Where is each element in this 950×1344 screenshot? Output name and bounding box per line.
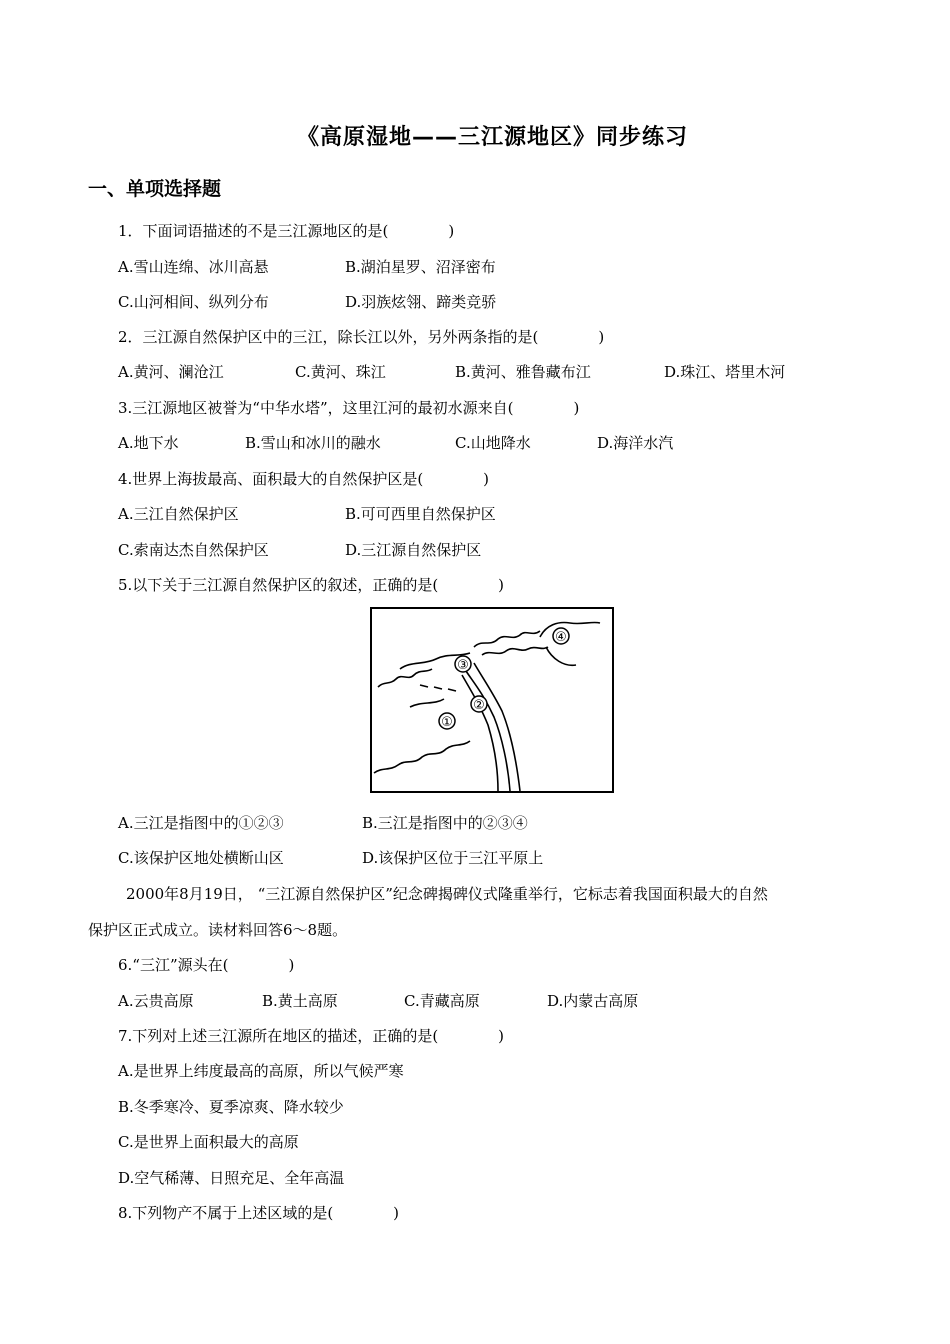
- material-line-2: 保护区正式成立。读材料回答6～8题。: [88, 921, 348, 939]
- question-5-options-row-2: [0, 848, 950, 868]
- question-6-options-row: [0, 991, 950, 1011]
- material-line-1: 2000年8月19日， “三江源自然保护区”纪念碑揭碑仪式隆重举行，它标志着我国面积最大的自然: [126, 885, 768, 903]
- question-3-stem: 3.三江源地区被誉为“中华水塔”，这里江河的最初水源来自( ): [118, 399, 580, 417]
- map-label-4: ④: [555, 630, 567, 645]
- q6-option-d: D.内蒙古高原: [547, 992, 639, 1010]
- q2-option-c: C.黄河、珠江: [295, 363, 386, 381]
- q4-option-b: B.可可西里自然保护区: [345, 505, 496, 523]
- question-5-options-row-1: [0, 813, 950, 833]
- q4-option-d: D.三江源自然保护区: [345, 541, 482, 559]
- map-label-1: ①: [441, 715, 453, 730]
- question-6-stem: 6.“三江”源头在( ): [118, 956, 295, 974]
- question-4-options-row-1: [0, 504, 950, 524]
- question-7-stem: 7.下列对上述三江源所在地区的描述，正确的是( ): [118, 1027, 505, 1045]
- map-label-3: ③: [457, 658, 469, 673]
- q5-option-d: D.该保护区位于三江平原上: [362, 849, 544, 867]
- question-1-options-row-1: [0, 257, 950, 277]
- q3-option-a: A.地下水: [118, 434, 179, 452]
- question-8-stem: 8.下列物产不属于上述区域的是( ): [118, 1204, 400, 1222]
- q2-option-d: D.珠江、塔里木河: [664, 363, 786, 381]
- map-label-2: ②: [473, 698, 485, 713]
- q5-option-c: C.该保护区地处横断山区: [118, 849, 284, 867]
- question-4-options-row-2: [0, 540, 950, 560]
- question-5-stem: 5.以下关于三江源自然保护区的叙述，正确的是( ): [118, 576, 505, 594]
- q4-option-c: C.索南达杰自然保护区: [118, 541, 269, 559]
- question-1-stem: 1．下面词语描述的不是三江源地区的是( ): [118, 222, 455, 240]
- q1-option-d: D.羽族炫翎、蹄类竞骄: [345, 293, 497, 311]
- q5-option-a: A.三江是指图中的①②③: [118, 814, 284, 832]
- question-2-stem: 2．三江源自然保护区中的三江，除长江以外，另外两条指的是( ): [118, 328, 605, 346]
- q5-option-b: B.三江是指图中的②③④: [362, 814, 528, 832]
- question-4-stem: 4.世界上海拔最高、面积最大的自然保护区是( ): [118, 470, 490, 488]
- q6-option-a: A.云贵高原: [118, 992, 194, 1010]
- q1-option-c: C.山河相间、纵列分布: [118, 293, 269, 311]
- q7-option-c: C.是世界上面积最大的高原: [118, 1133, 299, 1151]
- question-2-options-row: [0, 362, 950, 382]
- q7-option-d: D.空气稀薄、日照充足、全年高温: [118, 1169, 345, 1187]
- page-title: 《高原湿地——三江源地区》同步练习: [296, 125, 688, 150]
- q7-option-a: A.是世界上纬度最高的高原，所以气候严寒: [118, 1062, 404, 1080]
- q7-option-b: B.冬季寒冷、夏季凉爽、降水较少: [118, 1098, 344, 1116]
- q3-option-b: B.雪山和冰川的融水: [245, 434, 381, 452]
- q1-option-b: B.湖泊星罗、沼泽密布: [345, 258, 496, 276]
- question-3-options-row: [0, 433, 950, 453]
- question-1-options-row-2: [0, 292, 950, 312]
- q3-option-d: D.海洋水汽: [597, 434, 674, 452]
- q1-option-a: A.雪山连绵、冰川高悬: [118, 258, 269, 276]
- three-rivers-map-figure: [370, 607, 614, 793]
- section-title: 一、单项选择题: [88, 178, 222, 200]
- q6-option-b: B.黄土高原: [262, 992, 338, 1010]
- q2-option-a: A.黄河、澜沧江: [118, 363, 224, 381]
- q3-option-c: C.山地降水: [455, 434, 531, 452]
- q6-option-c: C.青藏高原: [404, 992, 480, 1010]
- q4-option-a: A.三江自然保护区: [118, 505, 239, 523]
- q2-option-b: B.黄河、雅鲁藏布江: [455, 363, 591, 381]
